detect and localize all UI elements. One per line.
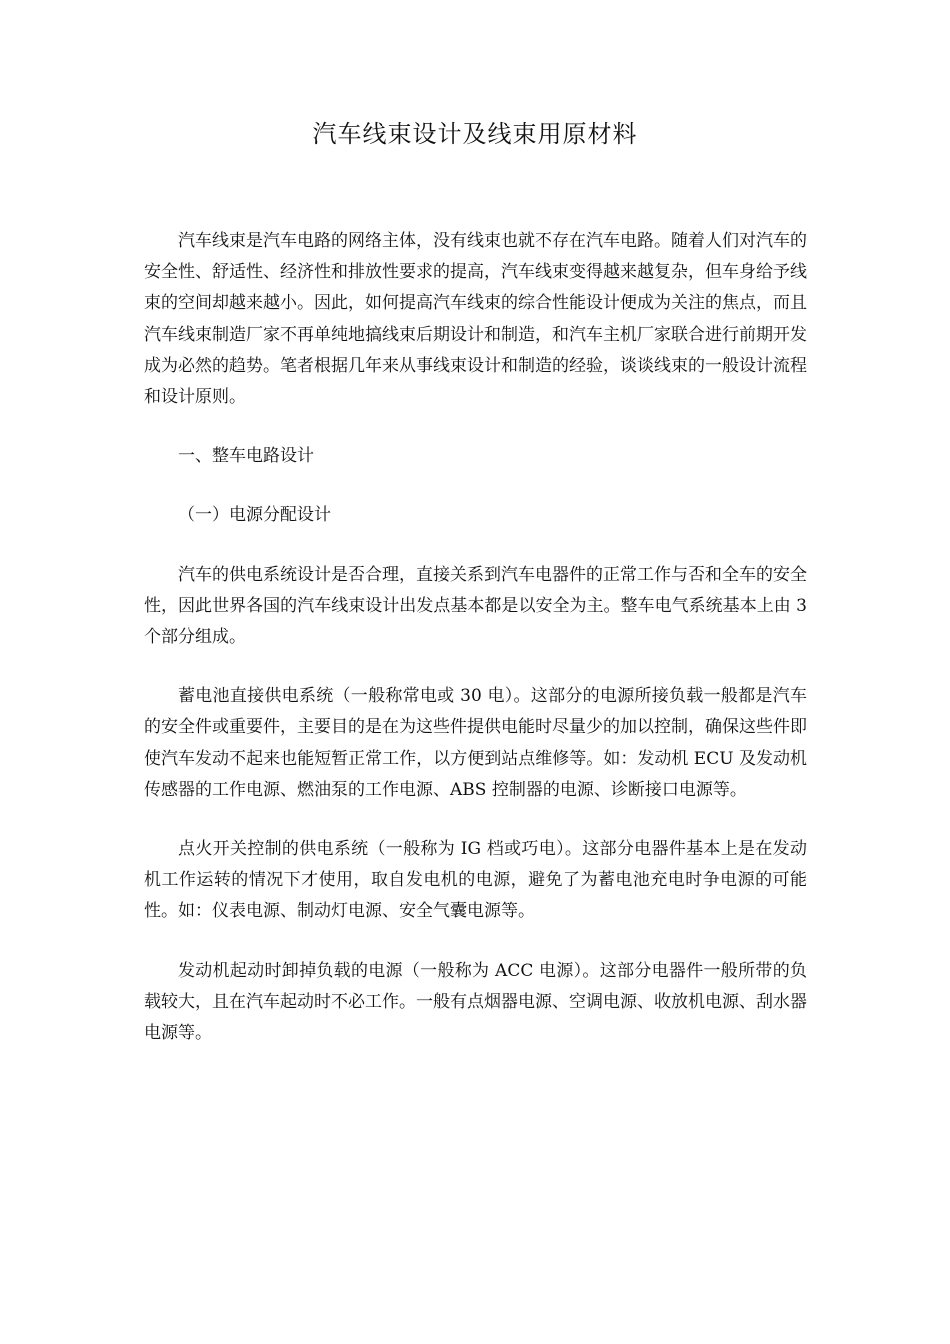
paragraph-ignition-supply: 点火开关控制的供电系统（一般称为 IG 档或巧电）。这部分电器件基本上是在发动机工作运转的情况下才使用，取自发电机的电源，避免了为蓄电池充电时争电源的可能性。如：仪表电源、制动灯电源、安全气囊电源等。: [144, 839, 807, 922]
paragraph-intro: 汽车线束是汽车电路的网络主体，没有线束也就不存在汽车电路。随着人们对汽车的安全性、舒适性、经济性和排放性要求的提高，汽车线束变得越来越复杂，但车身给予线束的空间却越来越小。因此，如何提高汽车线束的综合性能设计便成为关注的焦点，而且汽车线束制造厂家不再单纯地搞线束后期设计和制造，和汽车主机厂家联合进行前期开发成为必然的趋势。笔者根据几年来从事线束设计和制造的经验，谈谈线束的一般设计流程和设计原则。: [144, 231, 807, 408]
subsection-heading-power-distribution: （一）电源分配设计: [178, 505, 331, 526]
document-title: 汽车线束设计及线束用原材料: [312, 120, 638, 148]
paragraph-acc-supply: 发动机起动时卸掉负载的电源（一般称为 ACC 电源）。这部分电器件一般所带的负载较大，且在汽车起动时不必工作。一般有点烟器电源、空调电源、收放机电源、刮水器电源等。: [144, 960, 807, 1044]
paragraph-power-system: 汽车的供电系统设计是否合理，直接关系到汽车电器件的正常工作与否和全车的安全性，因此世界各国的汽车线束设计出发点基本都是以安全为主。整车电气系统基本上由 3 个部分组成。: [144, 564, 807, 648]
section-heading-vehicle-circuit-design: 一、整车电路设计: [178, 446, 314, 467]
document-body: [144, 226, 807, 1077]
paragraph-battery-supply: 蓄电池直接供电系统（一般称常电或 30 电）。这部分的电源所接负载一般都是汽车的安全件或重要件，主要目的是在为这些件提供电能时尽量少的加以控制，确保这些件即使汽车发动不起来也能短暂正常工作，以方便到站点维修等。如：发动机 ECU 及发动机传感器的工作电源、燃油泵的工作电源、ABS 控制器的电源、诊断接口电源等。: [144, 686, 807, 800]
